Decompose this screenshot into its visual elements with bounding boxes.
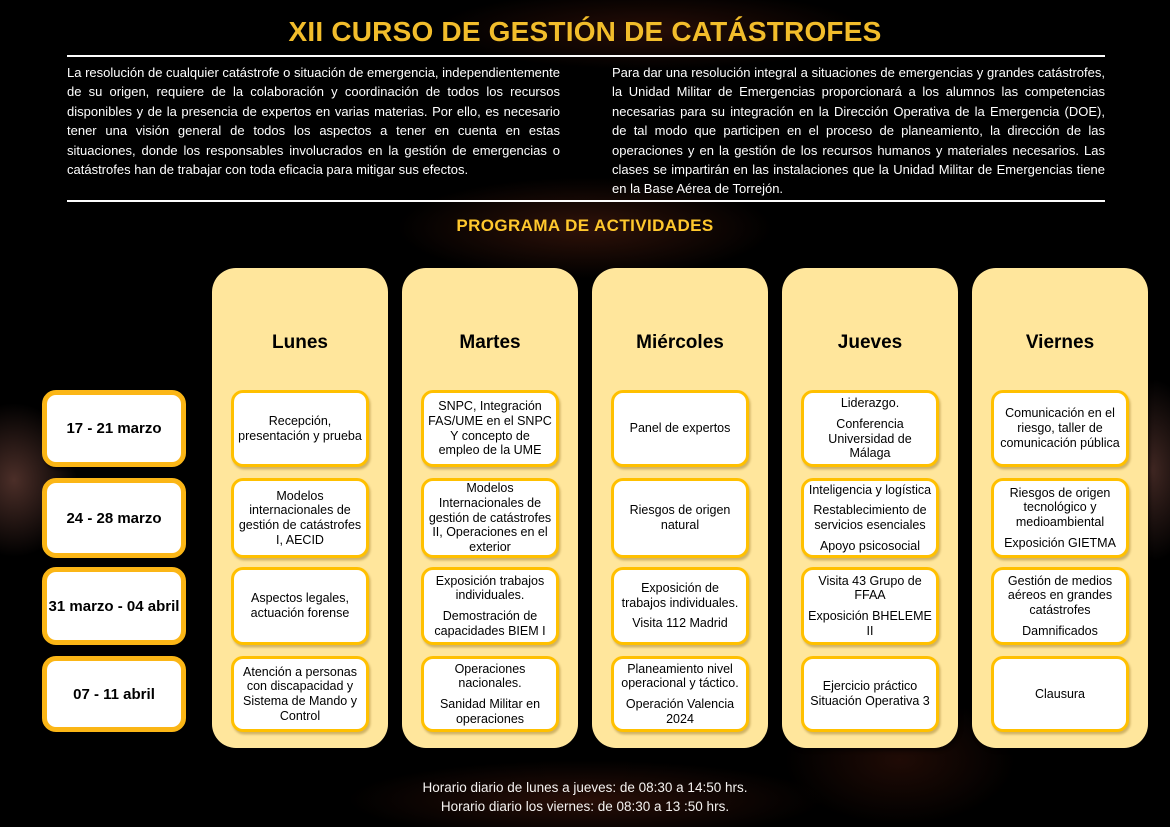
divider-top: [67, 55, 1105, 57]
activity-text: Restablecimiento de servicios esenciales: [813, 503, 927, 532]
activity-cell: [231, 478, 369, 558]
activity-cell: [801, 478, 939, 558]
activity-text: Comunicación en el riesgo, taller de comunicación pública: [1000, 406, 1120, 450]
activity-text: Riesgos de origen natural: [629, 503, 731, 532]
page-title: XII CURSO DE GESTIÓN DE CATÁSTROFES: [288, 16, 882, 47]
date-box-week-2: [42, 478, 186, 558]
activity-text: Atención a personas con discapacidad y Sistema de Mando y Control: [243, 664, 357, 723]
activity-cell: [991, 390, 1129, 467]
program-grid: [212, 268, 1148, 748]
activity-cell: [611, 656, 749, 732]
activity-text: Exposición trabajos individuales.: [435, 573, 545, 603]
activity-cell: [421, 567, 559, 645]
day-header: Miércoles: [636, 332, 724, 353]
date-label: 07 - 11 abril: [73, 685, 155, 703]
activity-cell: [231, 390, 369, 467]
day-column-jueves: [782, 268, 958, 748]
day-column-lunes: [212, 268, 388, 748]
activity-text: Panel de expertos: [629, 421, 731, 436]
activity-cell: [991, 567, 1129, 645]
activity-text: Visita 112 Madrid: [632, 616, 728, 631]
activity-text: Modelos Internacionales de gestión de catástrofes II, Operaciones en el exterior: [428, 481, 552, 555]
activity-cell: [801, 567, 939, 645]
date-label: 31 marzo - 04 abril: [48, 597, 180, 615]
day-header: Viernes: [1025, 332, 1095, 353]
activity-text: Exposición de trabajos individuales.: [621, 580, 739, 610]
activity-cell: [421, 390, 559, 467]
activity-cell: [611, 390, 749, 467]
day-header: Martes: [459, 332, 521, 353]
activity-cell: [991, 656, 1129, 732]
activity-text: Ejercicio práctico Situación Operativa 3: [810, 679, 930, 708]
activity-cell: [421, 656, 559, 732]
activity-text: Visita 43 Grupo de FFAA: [818, 573, 922, 603]
divider-bottom: [67, 200, 1105, 202]
activity-text: Recepción, presentación y prueba: [238, 413, 362, 443]
activity-cell: [611, 567, 749, 645]
activity-text: SNPC, Integración FAS/UME en el SNPC Y concepto de empleo de la UME: [428, 399, 552, 458]
activity-text: Riesgos de origen tecnológico y medioambiental: [1009, 485, 1111, 529]
activity-text: Planeamiento nivel operacional y táctico.: [621, 661, 739, 691]
activity-text: Inteligencia y logística: [808, 482, 932, 497]
activity-text: Exposición GIETMA: [1004, 535, 1116, 550]
activity-text: Sanidad Militar en operaciones: [439, 697, 541, 726]
date-box-week-3: [42, 567, 186, 645]
day-column-viernes: [972, 268, 1148, 748]
date-label: 17 - 21 marzo: [66, 420, 162, 437]
activity-text: Aspectos legales, actuación forense: [250, 591, 350, 620]
activity-cell: [231, 567, 369, 645]
program-title: PROGRAMA DE ACTIVIDADES: [456, 216, 714, 235]
activity-cell: [611, 478, 749, 558]
day-column-miercoles: [592, 268, 768, 748]
intro-paragraph-left: La resolución de cualquier catástrofe o situación de emergencia, independientemente de su origen, requiere de la colaboración y coordinación de todos los recursos disponibles y de la presencia de expertos en varias materias. Por ello, es necesario tener una visión general de todos los aspectos a tener en cuenta en estas situaciones, donde los responsables involucrados en la gestión de emergencias o catástrofes han de trabajar con toda eficacia para mitigar sus efectos.: [67, 65, 560, 178]
activity-text: Gestión de medios aéreos en grandes catástrofes: [1007, 573, 1113, 617]
activity-text: Apoyo psicosocial: [819, 538, 921, 553]
activity-text: Clausura: [1034, 686, 1086, 701]
activity-text: Modelos internacionales de gestión de catástrofes I, AECID: [238, 488, 362, 547]
activity-text: Demostración de capacidades BIEM I: [434, 609, 546, 638]
date-label: 24 - 28 marzo: [66, 509, 162, 527]
intro-paragraph-right: Para dar una resolución integral a situaciones de emergencias y grandes catástrofes, la Unidad Militar de Emergencias proporcionará a los alumnos las competencias necesarias para su integración en la Dirección Operativa de la Emergencia (DOE), de tal modo que participen en el proceso de planeamiento, la dirección de las operaciones y en la gestión de los recursos humanos y materiales necesarios. Las clases se impartirán en las instalaciones que la Unidad Militar de Emergencias tiene en la Base Aérea de Torrejón.: [612, 65, 1105, 197]
day-column-martes: [402, 268, 578, 748]
activity-text: Damnificados: [1022, 623, 1098, 638]
activity-text: Operación Valencia 2024: [625, 697, 735, 726]
footer-line-1: Horario diario de lunes a jueves: de 08:30 a 14:50 hrs.: [422, 780, 748, 795]
day-header: Jueves: [837, 332, 903, 353]
activity-cell: [421, 478, 559, 558]
activity-cell: [231, 656, 369, 732]
activity-cell: [801, 390, 939, 467]
date-box-week-4: [42, 656, 186, 732]
activity-text: Liderazgo.: [840, 396, 900, 410]
activity-text: Exposición BHELEME II: [808, 609, 932, 638]
activity-cell: [801, 656, 939, 732]
activity-cell: [991, 478, 1129, 558]
activity-text: Operaciones nacionales.: [454, 661, 526, 691]
date-box-week-1: [42, 390, 186, 467]
day-header: Lunes: [272, 332, 328, 353]
footer-line-2: Horario diario los viernes: de 08:30 a 13 :50 hrs.: [440, 798, 730, 814]
schedule-footer: [0, 779, 1170, 816]
activity-text: Conferencia Universidad de Málaga: [828, 416, 912, 461]
